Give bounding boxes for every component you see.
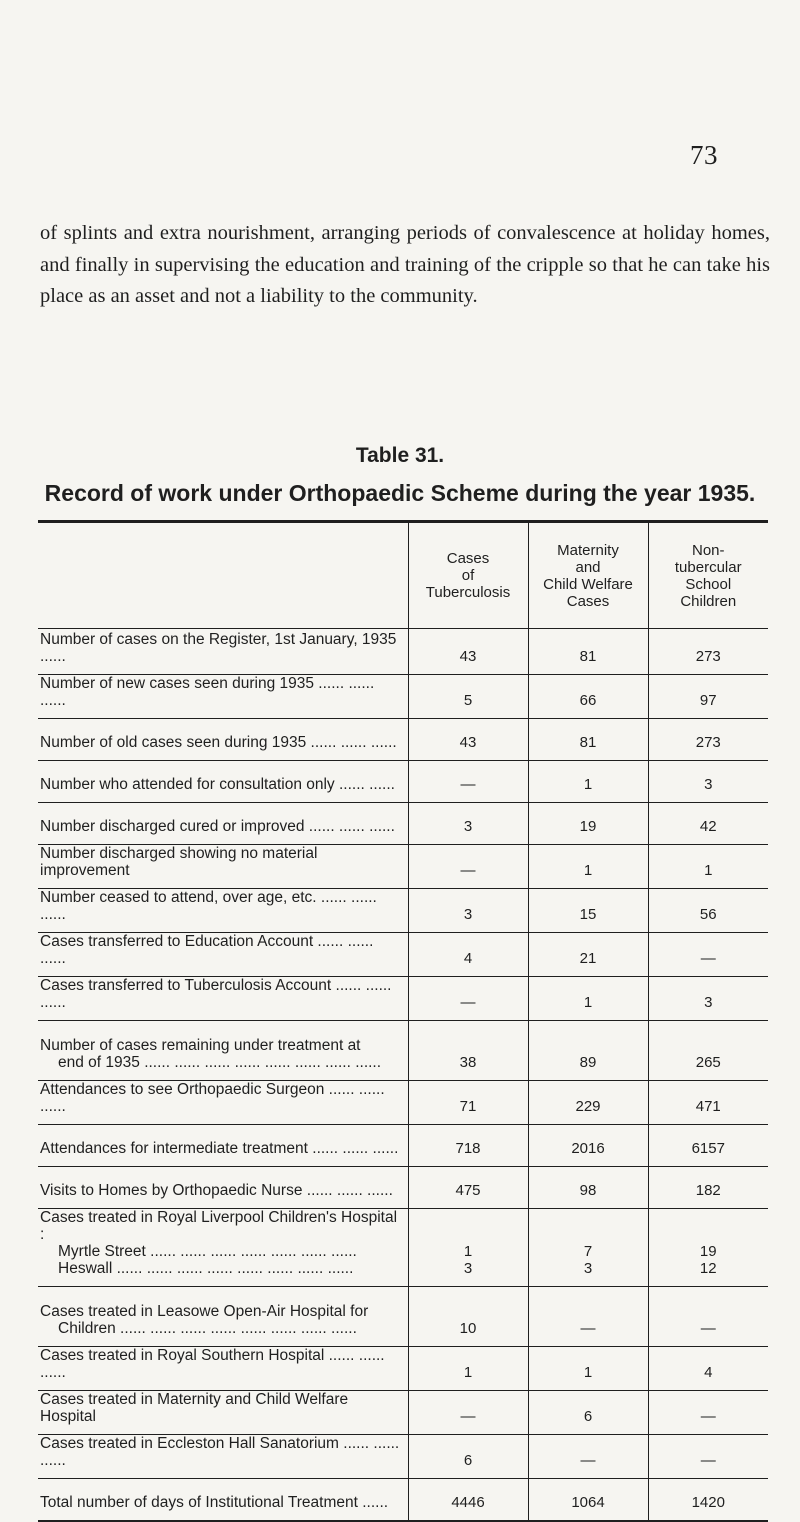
row-value: 21 — [579, 950, 597, 967]
row-label — [38, 1021, 408, 1081]
table-row — [38, 761, 768, 803]
table-row — [38, 977, 768, 1021]
row-value-second: 3 — [583, 1260, 593, 1277]
row-value-cell — [528, 1287, 648, 1347]
row-value-cell — [648, 1167, 768, 1209]
row-sublabel-text: end of 1935 ...... ...... ...... ...... ...... ...... ...... ...... — [58, 1054, 382, 1071]
row-value-cell — [648, 629, 768, 675]
table-row — [38, 845, 768, 889]
table-row — [38, 1435, 768, 1479]
row-value: 1 — [583, 1364, 593, 1381]
row-value: 66 — [579, 692, 597, 709]
row-label — [38, 1479, 408, 1521]
row-value-cell — [408, 889, 528, 933]
table-row — [38, 1081, 768, 1125]
table-row — [38, 1347, 768, 1391]
table-row — [38, 803, 768, 845]
row-label-text: Cases treated in Royal Liverpool Children's Hospital : — [40, 1209, 398, 1243]
row-value-cell — [648, 977, 768, 1021]
table-body — [38, 629, 768, 1521]
row-sublabel-text: Myrtle Street ...... ...... ...... ...... ...... ...... ...... — [58, 1243, 357, 1260]
row-value-cell — [528, 977, 648, 1021]
row-value-cell — [528, 845, 648, 889]
column-header-school-children: Non- tubercular School Children — [648, 523, 768, 629]
row-label — [38, 761, 408, 803]
table-row — [38, 1287, 768, 1347]
row-label — [38, 889, 408, 933]
row-label — [38, 1125, 408, 1167]
orthopaedic-work-table — [38, 523, 768, 1522]
table-row — [38, 1479, 768, 1521]
row-value-cell — [528, 1479, 648, 1521]
row-value-cell — [648, 1391, 768, 1435]
row-label-text: Attendances for intermediate treatment ...... ...... ...... — [40, 1140, 399, 1157]
row-value-cell — [528, 1167, 648, 1209]
row-value: — — [580, 1320, 596, 1337]
row-value: 42 — [699, 818, 717, 835]
row-value: 273 — [695, 648, 721, 665]
row-value: 1 — [704, 862, 713, 879]
row-label — [38, 1287, 408, 1347]
row-label — [38, 719, 408, 761]
row-value: 81 — [579, 734, 597, 751]
row-value: 4 — [463, 950, 473, 967]
row-value-cell — [408, 1209, 528, 1287]
row-value-cell — [528, 889, 648, 933]
row-label-text: Attendances to see Orthopaedic Surgeon ...... ...... ...... — [40, 1081, 385, 1115]
row-value-second: 3 — [463, 1260, 473, 1277]
row-label — [38, 1347, 408, 1391]
row-value: 1 — [463, 1243, 473, 1260]
row-value: 273 — [695, 734, 721, 751]
row-value: 6 — [583, 1408, 593, 1425]
row-value: 81 — [579, 648, 597, 665]
page-number: 73 — [690, 140, 718, 170]
row-label — [38, 1167, 408, 1209]
row-value-cell — [408, 1287, 528, 1347]
row-value-second: 12 — [699, 1260, 717, 1277]
row-value: 3 — [463, 906, 473, 923]
table-header-row — [38, 523, 768, 629]
row-value: — — [700, 1452, 716, 1469]
row-value-cell — [528, 1391, 648, 1435]
row-sublabel-text: Heswall ...... ...... ...... ...... ...... ...... ...... ...... — [58, 1260, 354, 1277]
row-value: 89 — [579, 1054, 597, 1071]
row-value-cell — [408, 1479, 528, 1521]
row-label — [38, 675, 408, 719]
table-row — [38, 1021, 768, 1081]
row-value: 265 — [695, 1054, 721, 1071]
row-value-cell — [648, 1021, 768, 1081]
row-value-cell — [408, 977, 528, 1021]
row-value-cell — [528, 675, 648, 719]
row-value: 97 — [699, 692, 717, 709]
row-value: 1420 — [691, 1493, 725, 1511]
row-value: 3 — [704, 776, 713, 793]
row-label — [38, 1391, 408, 1435]
row-value-cell — [528, 1209, 648, 1287]
row-value: 71 — [459, 1098, 477, 1115]
row-value: 1 — [463, 1364, 473, 1381]
row-label-text: Cases treated in Leasowe Open-Air Hospital for — [40, 1303, 369, 1320]
row-value-cell — [408, 1081, 528, 1125]
row-value-cell — [408, 1167, 528, 1209]
intro-paragraph: of splints and extra nourishment, arranging periods of convalescence at holiday homes, and finally in supervising the education and training of the cripple so that he can take his place as an asset and not a liability to the community. — [40, 222, 770, 307]
row-value-cell — [648, 1125, 768, 1167]
row-value: 19 — [699, 1243, 717, 1260]
row-value: 10 — [459, 1320, 477, 1337]
row-label-text: Visits to Homes by Orthopaedic Nurse ...... ...... ...... — [40, 1182, 393, 1199]
column-header-tuberculosis: Cases of Tuberculosis — [408, 523, 528, 629]
row-value-cell — [648, 1479, 768, 1521]
column-header-label — [38, 523, 408, 629]
row-value-cell — [408, 1125, 528, 1167]
row-label-text: Number discharged showing no material improvement — [40, 845, 318, 879]
row-sublabel-text: Children ...... ...... ...... ...... ...... ...... ...... ...... — [58, 1320, 357, 1337]
orthopaedic-table-container — [38, 520, 768, 1522]
row-value: 1 — [583, 862, 593, 879]
row-value: 229 — [575, 1098, 601, 1115]
row-value-cell — [408, 629, 528, 675]
row-value: — — [700, 1408, 716, 1425]
row-label-text: Cases treated in Maternity and Child Welfare Hospital — [40, 1391, 349, 1425]
row-value-cell — [528, 1081, 648, 1125]
row-value: 98 — [579, 1182, 597, 1199]
row-value-cell — [648, 1209, 768, 1287]
table-row — [38, 933, 768, 977]
row-label-text: Cases treated in Royal Southern Hospital ...... ...... ...... — [40, 1347, 385, 1381]
row-value: 718 — [455, 1140, 481, 1157]
row-label — [38, 629, 408, 675]
row-value: — — [460, 1408, 476, 1425]
row-label-text: Number who attended for consultation only ...... ...... — [40, 776, 395, 793]
table-row — [38, 1209, 768, 1287]
row-value-cell — [648, 1347, 768, 1391]
table-number: Table 31. — [355, 444, 445, 467]
row-label — [38, 1435, 408, 1479]
column-header-maternity: Maternity and Child Welfare Cases — [528, 523, 648, 629]
row-value: 475 — [455, 1182, 481, 1199]
row-value-cell — [528, 1347, 648, 1391]
row-label — [38, 803, 408, 845]
row-label-text: Number of old cases seen during 1935 ...... ...... ...... — [40, 734, 397, 751]
row-label — [38, 977, 408, 1021]
row-value-cell — [408, 1021, 528, 1081]
row-label-text: Number of cases remaining under treatment at — [40, 1037, 361, 1054]
row-value: 3 — [704, 994, 713, 1011]
row-value-cell — [648, 1081, 768, 1125]
row-label-text: Total number of days of Institutional Treatment ...... — [40, 1493, 389, 1511]
row-label — [38, 933, 408, 977]
row-value: 182 — [695, 1182, 721, 1199]
table-row — [38, 1167, 768, 1209]
row-value-cell — [528, 933, 648, 977]
table-title: Record of work under Orthopaedic Scheme during the year 1935. — [44, 480, 756, 506]
row-value-cell — [408, 719, 528, 761]
row-label — [38, 845, 408, 889]
row-value: 43 — [459, 734, 477, 751]
row-value: 56 — [699, 906, 717, 923]
row-value-cell — [408, 761, 528, 803]
row-value: — — [460, 776, 476, 793]
row-value-cell — [408, 803, 528, 845]
row-value-cell — [528, 803, 648, 845]
row-value: 5 — [463, 692, 473, 709]
row-value: — — [460, 862, 476, 879]
row-value: 1 — [583, 994, 593, 1011]
row-value: 3 — [463, 818, 473, 835]
row-label-text: Number ceased to attend, over age, etc. ...... ...... ...... — [40, 889, 377, 923]
row-value-cell — [648, 719, 768, 761]
table-row — [38, 1391, 768, 1435]
row-label-text: Number of new cases seen during 1935 ...... ...... ...... — [40, 675, 375, 709]
row-value-cell — [648, 1435, 768, 1479]
row-value-cell — [648, 889, 768, 933]
row-value-cell — [408, 845, 528, 889]
row-value: — — [460, 994, 476, 1011]
row-label — [38, 1209, 408, 1287]
row-value: 7 — [583, 1243, 593, 1260]
row-value-cell — [528, 1021, 648, 1081]
row-value-cell — [408, 675, 528, 719]
row-value: 2016 — [571, 1140, 605, 1157]
row-value-cell — [528, 761, 648, 803]
row-value: 471 — [695, 1098, 721, 1115]
row-value: — — [700, 1320, 716, 1337]
row-value: 6157 — [691, 1140, 725, 1157]
row-label-text: Cases treated in Eccleston Hall Sanatorium ...... ...... ...... — [40, 1435, 400, 1469]
row-value-cell — [648, 675, 768, 719]
row-value: — — [580, 1452, 596, 1469]
row-value-cell — [648, 761, 768, 803]
row-value-cell — [408, 1435, 528, 1479]
row-value-cell — [528, 1125, 648, 1167]
row-label-text: Number of cases on the Register, 1st January, 1935 ...... — [40, 631, 397, 665]
row-value: 15 — [579, 906, 597, 923]
table-row — [38, 1125, 768, 1167]
table-row — [38, 719, 768, 761]
row-label-text: Number discharged cured or improved ...... ...... ...... — [40, 818, 395, 835]
table-row — [38, 889, 768, 933]
row-label-text: Cases transferred to Tuberculosis Account ...... ...... ...... — [40, 977, 392, 1011]
row-value: 4446 — [451, 1493, 485, 1511]
row-value: — — [700, 950, 716, 967]
row-value-cell — [408, 1347, 528, 1391]
row-value: 6 — [463, 1452, 473, 1469]
row-value-cell — [528, 719, 648, 761]
row-value-cell — [528, 629, 648, 675]
row-value-cell — [648, 803, 768, 845]
row-value: 19 — [579, 818, 597, 835]
row-value-cell — [648, 933, 768, 977]
row-value: 1064 — [571, 1493, 605, 1511]
row-value: 43 — [459, 648, 477, 665]
row-value-cell — [528, 1435, 648, 1479]
row-label — [38, 1081, 408, 1125]
row-value-cell — [408, 933, 528, 977]
row-label-text: Cases transferred to Education Account ...... ...... ...... — [40, 933, 374, 967]
row-value-cell — [648, 1287, 768, 1347]
row-value-cell — [648, 845, 768, 889]
row-value: 4 — [704, 1364, 713, 1381]
table-row — [38, 675, 768, 719]
row-value-cell — [408, 1391, 528, 1435]
row-value: 1 — [583, 776, 593, 793]
table-row — [38, 629, 768, 675]
row-value: 38 — [459, 1054, 477, 1071]
